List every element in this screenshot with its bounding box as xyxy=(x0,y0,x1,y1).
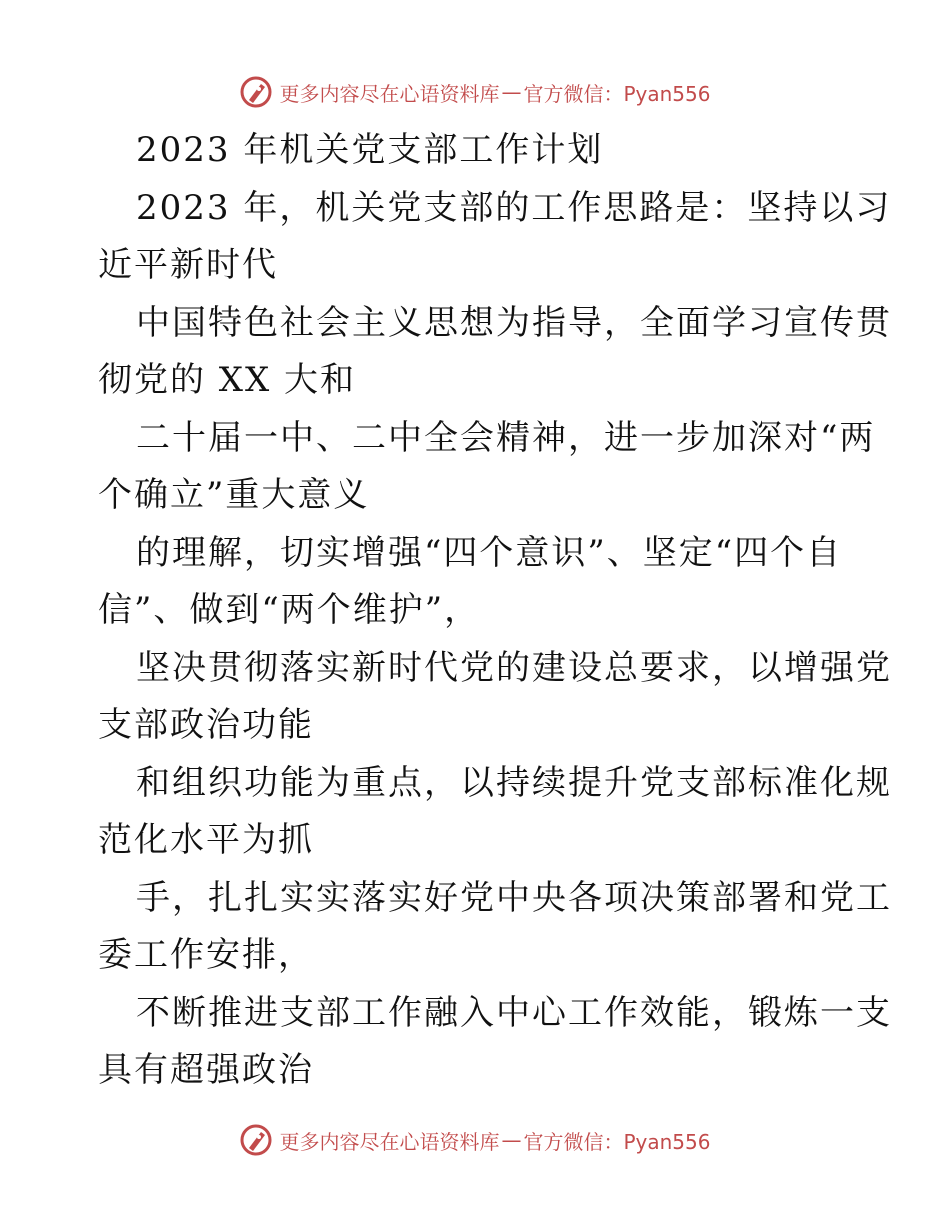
watermark-contact: 官方微信：Pyan556 xyxy=(523,81,711,106)
text-line: 具有超强政治 xyxy=(98,1050,314,1090)
text-line: 二十届一中、二中全会精神，进一步加深对“两 xyxy=(136,417,876,458)
text-line: 不断推进支部工作融入中心工作效能，锻炼一支 xyxy=(136,992,892,1033)
watermark-contact: 官方微信：Pyan556 xyxy=(523,1129,711,1154)
watermark-dash: — xyxy=(501,1128,522,1152)
document-title: 2023 年机关党支部工作计划 xyxy=(136,130,604,170)
text-line: 范化水平为抓 xyxy=(98,820,314,860)
watermark-text: 更多内容尽在心语资料库 xyxy=(279,1129,500,1154)
text-line: 的理解，切实增强“四个意识”、坚定“四个自 xyxy=(136,532,843,573)
text-line: 委工作安排， xyxy=(98,935,314,975)
text-line: 2023 年，机关党支部的工作思路是：坚持以习 xyxy=(136,187,892,228)
text-line: 手，扎扎实实落实好党中央各项决策部署和党工 xyxy=(136,877,892,918)
pen-nib-circle-icon xyxy=(239,1123,273,1157)
text-line: 和组织功能为重点，以持续提升党支部标准化规 xyxy=(136,762,892,803)
pen-nib-circle-icon xyxy=(239,75,273,109)
document-body xyxy=(98,122,892,1100)
watermark-header xyxy=(0,72,950,112)
watermark-dash: — xyxy=(501,80,522,104)
text-line: 个确立”重大意义 xyxy=(98,475,370,515)
text-line: 彻党的 XX 大和 xyxy=(98,360,357,400)
text-line: 坚决贯彻落实新时代党的建设总要求，以增强党 xyxy=(136,647,892,688)
text-line: 支部政治功能 xyxy=(98,705,314,745)
watermark-text: 更多内容尽在心语资料库 xyxy=(279,81,500,106)
text-line: 中国特色社会主义思想为指导，全面学习宣传贯 xyxy=(136,302,892,343)
watermark-footer xyxy=(0,1120,950,1160)
text-line: 近平新时代 xyxy=(98,245,278,285)
text-line: 信”、做到“两个维护”， xyxy=(98,590,481,630)
